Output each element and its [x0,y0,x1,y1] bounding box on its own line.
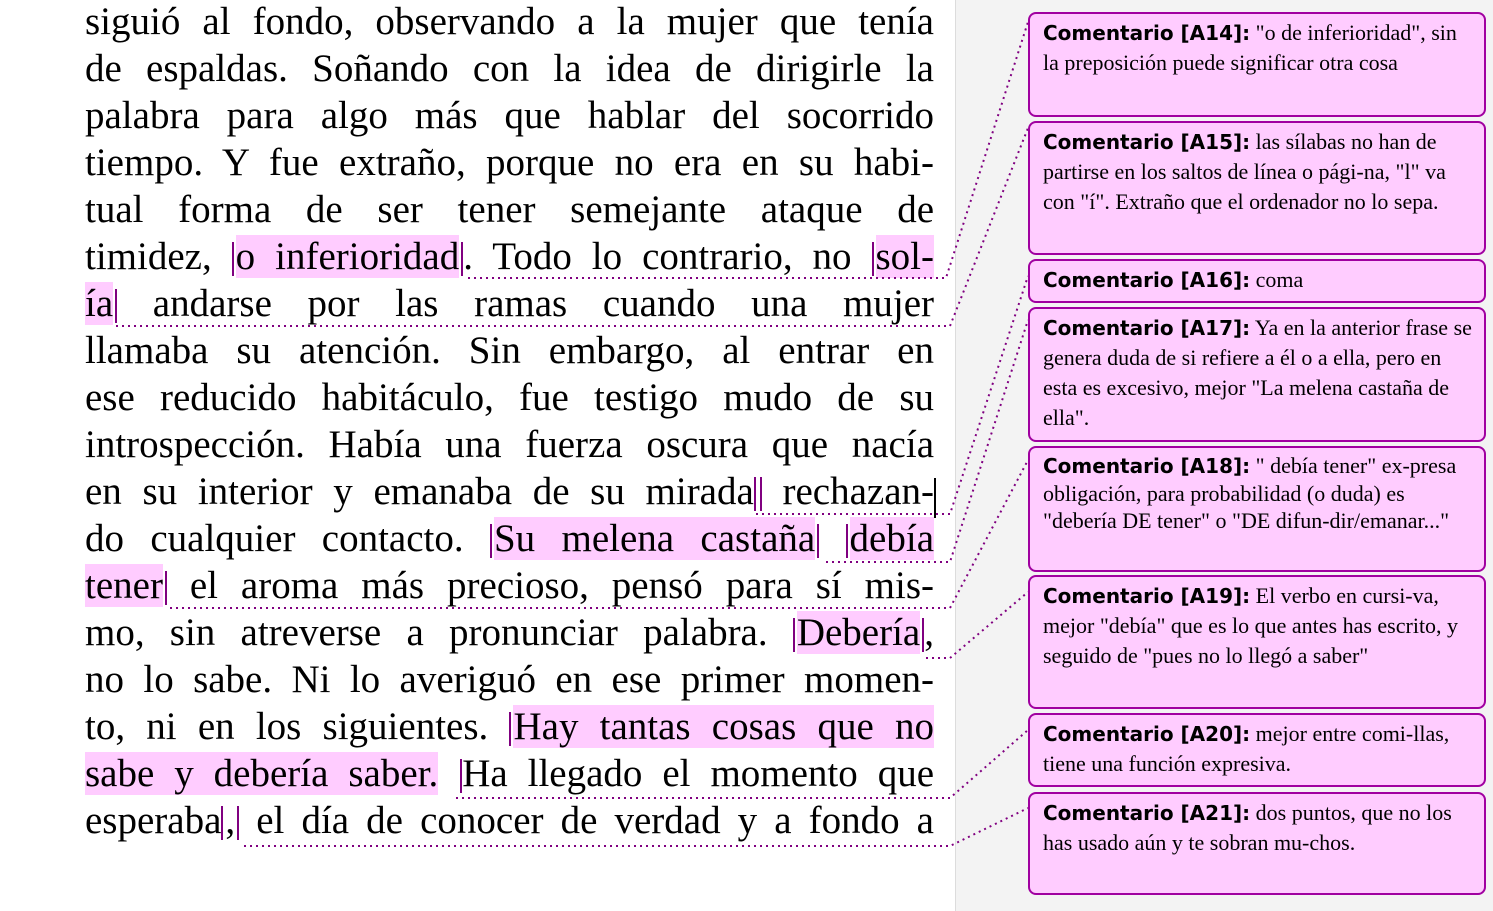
comment-balloon-A17[interactable] [1028,307,1486,442]
text-run: esperaba [85,799,222,842]
text-run: introspección. Había una fuerza oscura que nacía [85,423,934,466]
comment-label: Comentario [A21]: [1043,801,1251,825]
text-run: andarse por las ramas cuando una mujer [117,282,934,325]
text-line[interactable] [85,0,934,45]
comment-balloon-A14[interactable] [1028,12,1486,117]
text-line[interactable] [85,421,934,468]
text-line[interactable] [85,656,934,703]
comment-balloon-A15[interactable] [1028,121,1486,255]
text-run: tual forma de ser tener semejante ataque de [85,188,934,231]
text-line[interactable] [85,468,934,515]
text-line[interactable] [85,797,934,844]
comment-anchor-start [846,524,850,558]
text-line[interactable] [85,750,934,797]
text-run: el aroma más precioso, pensó para sí mis- [166,564,934,607]
text-run: tiempo. Y fue extraño, porque no era en su habi- [85,141,934,184]
text-run: no lo sabe. Ni lo averiguó en ese primer momen- [85,658,934,701]
text-run: palabra para algo más que hablar del socorrido [85,94,934,137]
commented-text: Hay tantas cosas que no [513,705,934,748]
text-run: . Todo lo contrario, no [463,235,872,278]
text-run: de espaldas. Soñando con la idea de dirigirle la [85,47,934,90]
comment-text: dos puntos, que no los has usado aún y te sobran mu-chos. [1043,800,1452,855]
comment-label: Comentario [A14]: [1043,21,1251,45]
comment-text: El verbo en cursi-va, mejor "debía" que es lo que antes has escrito, y seguido de "pues no lo llegó a saber" [1043,583,1459,668]
commented-text: Debería [796,611,921,654]
commented-text: tener [85,564,163,607]
comment-balloon-A18[interactable] [1028,446,1486,572]
text-run: mo, sin atreverse a pronunciar palabra. [85,611,793,654]
text-line[interactable] [85,186,934,233]
text-run [438,752,458,795]
commented-text: Su melena castaña [493,517,816,560]
text-line[interactable] [85,45,934,92]
text-cursor [934,478,936,518]
comment-balloon-A20[interactable] [1028,713,1486,787]
comment-balloon-A19[interactable] [1028,575,1486,709]
text-run [819,517,845,560]
text-line[interactable] [85,374,934,421]
text-line[interactable] [85,280,934,327]
commented-text: o inferioridad [235,235,460,278]
comment-text: las sílabas no han de partirse en los saltos de línea o pági-na, "l" va con "í". Extraño que el ordenador no lo sepa. [1043,129,1446,214]
text-run: llamaba su atención. Sin embargo, al entrar en [85,329,934,372]
comment-text: coma [1255,267,1304,292]
comment-label: Comentario [A15]: [1043,130,1251,154]
text-line[interactable] [85,609,934,656]
comment-label: Comentario [A17]: [1043,316,1251,340]
text-run: , [924,611,934,654]
text-run: siguió al fondo, observando a la mujer que tenía [85,0,934,43]
text-run: do cualquier contacto. [85,517,490,560]
text-run: ese reducido habitáculo, fue testigo mudo de su [85,376,934,419]
comment-label: Comentario [A18]: [1043,454,1251,478]
comment-text: mejor entre comi-llas, tiene una función expresiva. [1043,721,1450,776]
comment-text: Ya en la anterior frase se genera duda de si refiere a él o a ella, pero en esta es excesivo, mejor "La melena castaña de ella". [1043,315,1472,430]
text-line[interactable] [85,515,934,562]
commented-text: ía [85,282,114,325]
text-run: timidez, [85,235,232,278]
text-run: rechazan- [761,470,934,513]
comment-balloon-A21[interactable] [1028,792,1486,895]
comment-label: Comentario [A20]: [1043,722,1251,746]
commented-text: sol- [875,235,934,278]
comment-anchor-start [872,242,876,276]
comment-label: Comentario [A19]: [1043,584,1251,608]
text-run: Ha llegado el momento que [462,752,935,795]
comment-balloon-A16[interactable] [1028,259,1486,303]
comment-text: "o de inferioridad", sin la preposición puede significar otra cosa [1043,20,1457,75]
text-line[interactable] [85,233,934,280]
text-run: en su interior y emanaba de su mirada [85,470,754,513]
text-run: , [225,799,236,842]
text-line[interactable] [85,139,934,186]
text-line[interactable] [85,562,934,609]
commented-text: debía [849,517,935,560]
comment-label: Comentario [A16]: [1043,268,1251,292]
commented-text: sabe y debería saber. [85,752,439,795]
text-line[interactable] [85,327,934,374]
text-run: to, ni en los siguientes. [85,705,510,748]
text-line[interactable] [85,703,934,750]
comment-text: " debía tener" ex-presa obligación, para probabilidad (o duda) es "debería DE tener" o "DE difun-dir/emanar..." [1043,453,1457,533]
text-line[interactable] [85,92,934,139]
text-run: el día de conocer de verdad y a fondo a [239,799,934,842]
